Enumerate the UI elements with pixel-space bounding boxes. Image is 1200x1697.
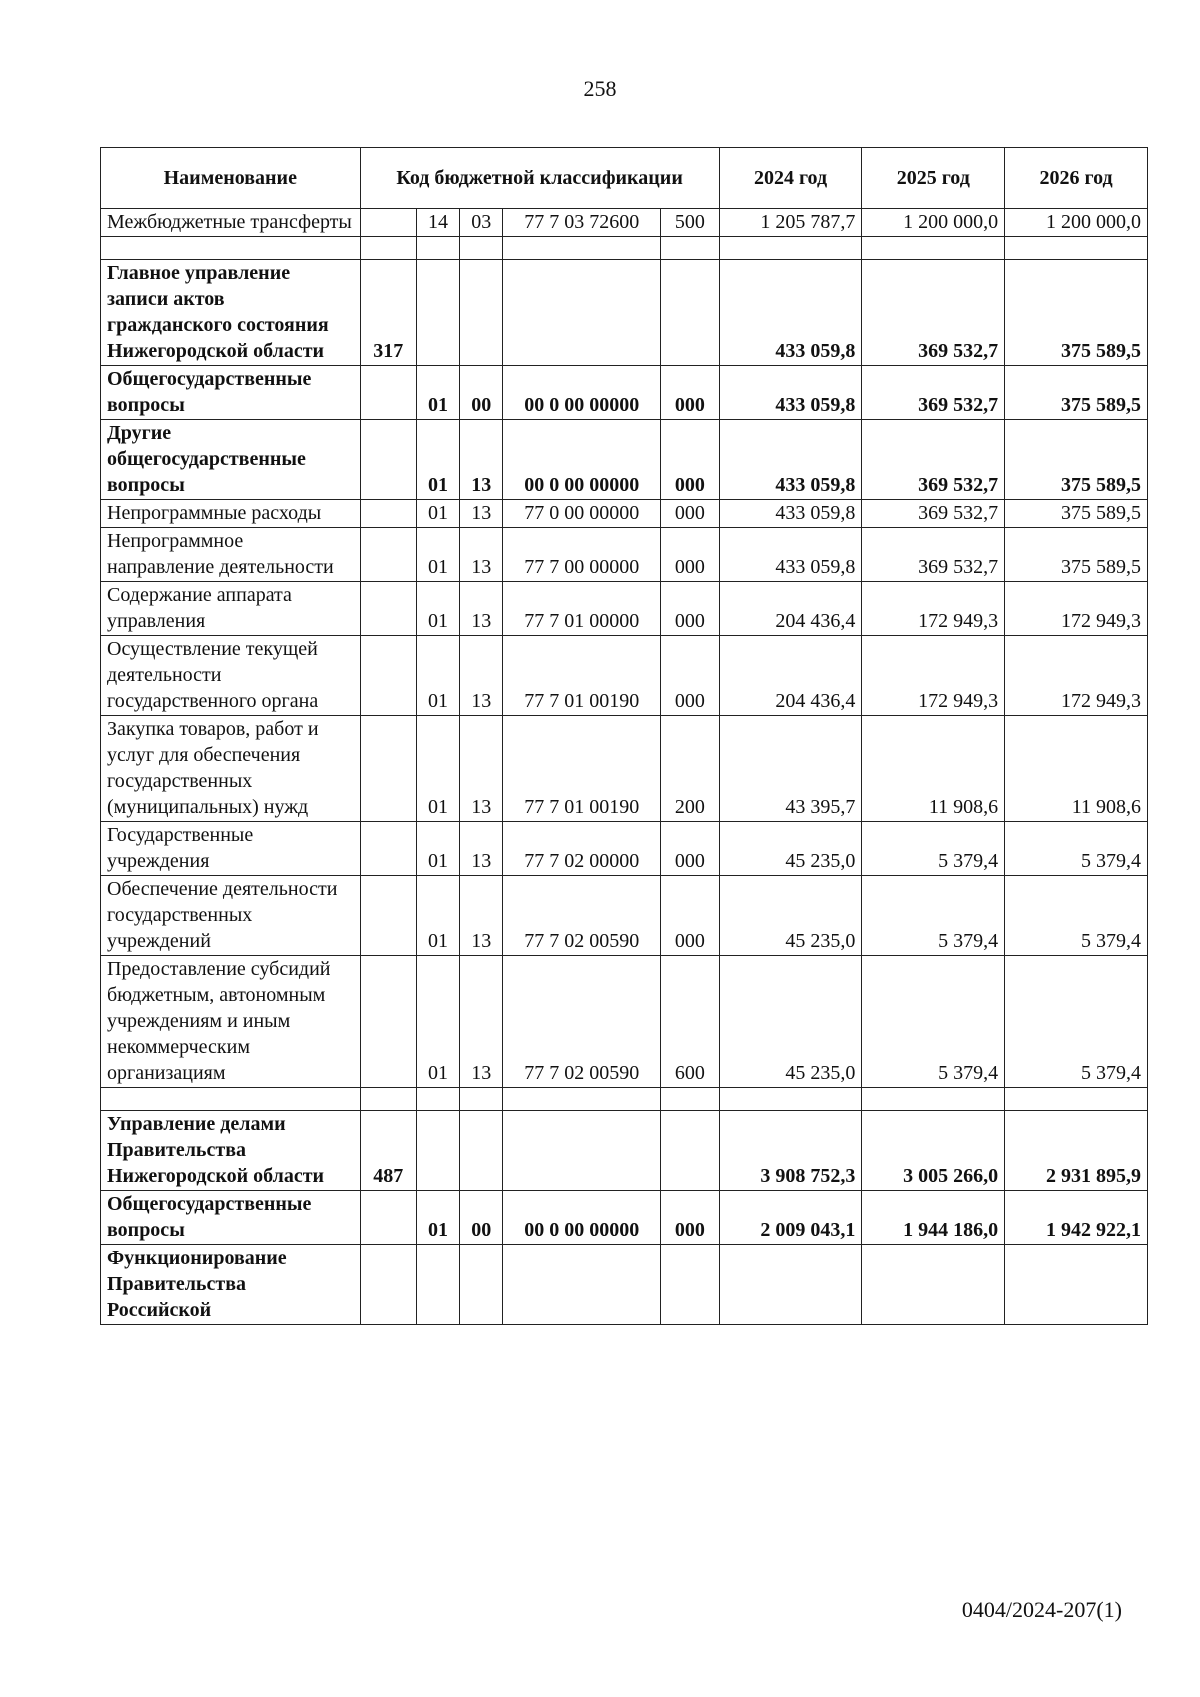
- row-admin-code: [360, 528, 416, 582]
- row-expense-type: [661, 260, 719, 366]
- row-expense-type: 000: [661, 582, 719, 636]
- row-admin-code: [360, 1191, 416, 1245]
- row-expense-type: 000: [661, 636, 719, 716]
- empty-cell: [661, 1088, 719, 1111]
- row-amount-2024: 204 436,4: [719, 582, 862, 636]
- row-admin-code: [360, 716, 416, 822]
- row-name: Другие общегосударственные вопросы: [101, 420, 361, 500]
- row-amount-2026: 375 589,5: [1005, 420, 1148, 500]
- row-expense-type: 000: [661, 876, 719, 956]
- row-amount-2024: 433 059,8: [719, 420, 862, 500]
- row-expense-type: 000: [661, 500, 719, 528]
- row-section: [416, 260, 459, 366]
- header-code: Код бюджетной классификации: [360, 148, 719, 209]
- row-target-code: [503, 260, 661, 366]
- row-target-code: 77 7 01 00190: [503, 716, 661, 822]
- document-code: 0404/2024-207(1): [961, 1597, 1122, 1622]
- row-section: 01: [416, 1191, 459, 1245]
- table-row: [101, 1191, 1148, 1245]
- row-name: Непрограммное направление деятельности: [101, 528, 361, 582]
- empty-cell: [661, 237, 719, 260]
- row-subsection: 13: [460, 500, 503, 528]
- row-amount-2025: 11 908,6: [862, 716, 1005, 822]
- row-target-code: 00 0 00 00000: [503, 366, 661, 420]
- row-expense-type: 000: [661, 1191, 719, 1245]
- header-2024: 2024 год: [719, 148, 862, 209]
- row-name: Непрограммные расходы: [101, 500, 361, 528]
- row-section: 14: [416, 209, 459, 237]
- row-subsection: 13: [460, 420, 503, 500]
- row-section: 01: [416, 582, 459, 636]
- row-amount-2025: 369 532,7: [862, 420, 1005, 500]
- row-amount-2024: 433 059,8: [719, 260, 862, 366]
- row-amount-2026: 375 589,5: [1005, 500, 1148, 528]
- empty-cell: [416, 237, 459, 260]
- row-expense-type: 000: [661, 528, 719, 582]
- empty-cell: [101, 1088, 361, 1111]
- row-admin-code: [360, 582, 416, 636]
- row-subsection: 13: [460, 716, 503, 822]
- table-row: [101, 1245, 1148, 1325]
- row-amount-2026: 172 949,3: [1005, 636, 1148, 716]
- row-target-code: 77 7 00 00000: [503, 528, 661, 582]
- row-section: 01: [416, 716, 459, 822]
- row-subsection: [460, 1245, 503, 1325]
- table-row: [101, 500, 1148, 528]
- row-amount-2026: 2 931 895,9: [1005, 1111, 1148, 1191]
- table-row: [101, 876, 1148, 956]
- empty-cell: [862, 237, 1005, 260]
- empty-cell: [503, 1088, 661, 1111]
- row-subsection: [460, 1111, 503, 1191]
- row-admin-code: [360, 956, 416, 1088]
- row-subsection: 13: [460, 822, 503, 876]
- empty-cell: [1005, 1088, 1148, 1111]
- row-section: 01: [416, 366, 459, 420]
- row-target-code: 77 7 02 00590: [503, 956, 661, 1088]
- row-amount-2025: 172 949,3: [862, 582, 1005, 636]
- row-name: Межбюджетные трансферты: [101, 209, 361, 237]
- row-amount-2026: 172 949,3: [1005, 582, 1148, 636]
- row-amount-2025: 5 379,4: [862, 822, 1005, 876]
- row-amount-2026: 375 589,5: [1005, 366, 1148, 420]
- row-section: [416, 1111, 459, 1191]
- spacer-row: [101, 237, 1148, 260]
- row-expense-type: 000: [661, 420, 719, 500]
- table-row: [101, 260, 1148, 366]
- table-header-row: [101, 148, 1148, 209]
- empty-cell: [719, 237, 862, 260]
- row-target-code: 77 7 02 00590: [503, 876, 661, 956]
- table-row: [101, 420, 1148, 500]
- row-admin-code: 317: [360, 260, 416, 366]
- row-target-code: [503, 1245, 661, 1325]
- row-amount-2024: 433 059,8: [719, 366, 862, 420]
- row-section: 01: [416, 822, 459, 876]
- row-admin-code: [360, 1245, 416, 1325]
- row-amount-2025: [862, 1245, 1005, 1325]
- row-amount-2026: 5 379,4: [1005, 956, 1148, 1088]
- empty-cell: [862, 1088, 1005, 1111]
- table-row: [101, 366, 1148, 420]
- row-amount-2024: 433 059,8: [719, 528, 862, 582]
- table-row: [101, 636, 1148, 716]
- table-row: [101, 528, 1148, 582]
- row-amount-2025: 369 532,7: [862, 500, 1005, 528]
- row-section: [416, 1245, 459, 1325]
- row-name: Обеспечение деятельности государственных учреждений: [101, 876, 361, 956]
- row-amount-2024: 43 395,7: [719, 716, 862, 822]
- row-amount-2024: 45 235,0: [719, 822, 862, 876]
- row-subsection: 03: [460, 209, 503, 237]
- row-expense-type: 000: [661, 822, 719, 876]
- header-2026: 2026 год: [1005, 148, 1148, 209]
- row-name: Предоставление субсидий бюджетным, автономным учреждениям и иным некоммерческим организациям: [101, 956, 361, 1088]
- row-amount-2025: 369 532,7: [862, 528, 1005, 582]
- row-section: 01: [416, 500, 459, 528]
- row-subsection: 13: [460, 876, 503, 956]
- row-expense-type: 200: [661, 716, 719, 822]
- empty-cell: [460, 1088, 503, 1111]
- row-name: Управление делами Правительства Нижегородской области: [101, 1111, 361, 1191]
- spacer-row: [101, 1088, 1148, 1111]
- row-amount-2025: 369 532,7: [862, 366, 1005, 420]
- table-row: [101, 822, 1148, 876]
- row-amount-2025: 5 379,4: [862, 876, 1005, 956]
- row-name: Функционирование Правительства Российской: [101, 1245, 361, 1325]
- table-row: [101, 956, 1148, 1088]
- row-section: 01: [416, 528, 459, 582]
- row-amount-2026: 375 589,5: [1005, 260, 1148, 366]
- row-subsection: [460, 260, 503, 366]
- row-admin-code: [360, 500, 416, 528]
- row-subsection: 13: [460, 582, 503, 636]
- row-amount-2026: 1 200 000,0: [1005, 209, 1148, 237]
- table-row: [101, 582, 1148, 636]
- row-amount-2025: 3 005 266,0: [862, 1111, 1005, 1191]
- page-number: 258: [583, 76, 617, 101]
- row-amount-2026: 5 379,4: [1005, 822, 1148, 876]
- header-2025: 2025 год: [862, 148, 1005, 209]
- row-amount-2025: 5 379,4: [862, 956, 1005, 1088]
- row-expense-type: 600: [661, 956, 719, 1088]
- row-target-code: 00 0 00 00000: [503, 420, 661, 500]
- row-admin-code: [360, 876, 416, 956]
- row-amount-2025: 1 944 186,0: [862, 1191, 1005, 1245]
- row-name: Содержание аппарата управления: [101, 582, 361, 636]
- row-amount-2025: 172 949,3: [862, 636, 1005, 716]
- row-admin-code: [360, 420, 416, 500]
- row-amount-2024: 433 059,8: [719, 500, 862, 528]
- row-amount-2026: [1005, 1245, 1148, 1325]
- row-amount-2024: [719, 1245, 862, 1325]
- empty-cell: [1005, 237, 1148, 260]
- row-amount-2024: 1 205 787,7: [719, 209, 862, 237]
- row-amount-2025: 369 532,7: [862, 260, 1005, 366]
- row-subsection: 13: [460, 636, 503, 716]
- empty-cell: [101, 237, 361, 260]
- row-subsection: 13: [460, 528, 503, 582]
- empty-cell: [503, 237, 661, 260]
- row-target-code: 77 0 00 00000: [503, 500, 661, 528]
- row-target-code: 77 7 01 00000: [503, 582, 661, 636]
- row-target-code: 77 7 02 00000: [503, 822, 661, 876]
- row-amount-2026: 1 942 922,1: [1005, 1191, 1148, 1245]
- row-expense-type: 500: [661, 209, 719, 237]
- row-section: 01: [416, 420, 459, 500]
- row-name: Общегосударственные вопросы: [101, 366, 361, 420]
- table-body: [101, 209, 1148, 1325]
- row-name: Государственные учреждения: [101, 822, 361, 876]
- row-name: Общегосударственные вопросы: [101, 1191, 361, 1245]
- row-subsection: 13: [460, 956, 503, 1088]
- row-admin-code: 487: [360, 1111, 416, 1191]
- row-section: 01: [416, 636, 459, 716]
- row-expense-type: 000: [661, 366, 719, 420]
- row-name: Закупка товаров, работ и услуг для обеспечения государственных (муниципальных) нужд: [101, 716, 361, 822]
- row-amount-2024: 3 908 752,3: [719, 1111, 862, 1191]
- empty-cell: [719, 1088, 862, 1111]
- row-amount-2024: 204 436,4: [719, 636, 862, 716]
- row-section: 01: [416, 956, 459, 1088]
- row-amount-2024: 45 235,0: [719, 876, 862, 956]
- row-amount-2026: 375 589,5: [1005, 528, 1148, 582]
- row-amount-2026: 11 908,6: [1005, 716, 1148, 822]
- row-target-code: 77 7 03 72600: [503, 209, 661, 237]
- row-target-code: 77 7 01 00190: [503, 636, 661, 716]
- row-admin-code: [360, 822, 416, 876]
- row-admin-code: [360, 366, 416, 420]
- row-expense-type: [661, 1111, 719, 1191]
- row-section: 01: [416, 876, 459, 956]
- row-amount-2024: 2 009 043,1: [719, 1191, 862, 1245]
- budget-table: [100, 147, 1148, 1325]
- row-subsection: 00: [460, 1191, 503, 1245]
- table-row: [101, 209, 1148, 237]
- row-subsection: 00: [460, 366, 503, 420]
- row-amount-2026: 5 379,4: [1005, 876, 1148, 956]
- table-row: [101, 1111, 1148, 1191]
- row-name: Главное управление записи актов гражданского состояния Нижегородской области: [101, 260, 361, 366]
- empty-cell: [360, 237, 416, 260]
- empty-cell: [360, 1088, 416, 1111]
- row-admin-code: [360, 209, 416, 237]
- row-target-code: 00 0 00 00000: [503, 1191, 661, 1245]
- empty-cell: [416, 1088, 459, 1111]
- row-name: Осуществление текущей деятельности государственного органа: [101, 636, 361, 716]
- row-expense-type: [661, 1245, 719, 1325]
- row-amount-2025: 1 200 000,0: [862, 209, 1005, 237]
- row-admin-code: [360, 636, 416, 716]
- row-amount-2024: 45 235,0: [719, 956, 862, 1088]
- header-name: Наименование: [101, 148, 361, 209]
- empty-cell: [460, 237, 503, 260]
- table-row: [101, 716, 1148, 822]
- row-target-code: [503, 1111, 661, 1191]
